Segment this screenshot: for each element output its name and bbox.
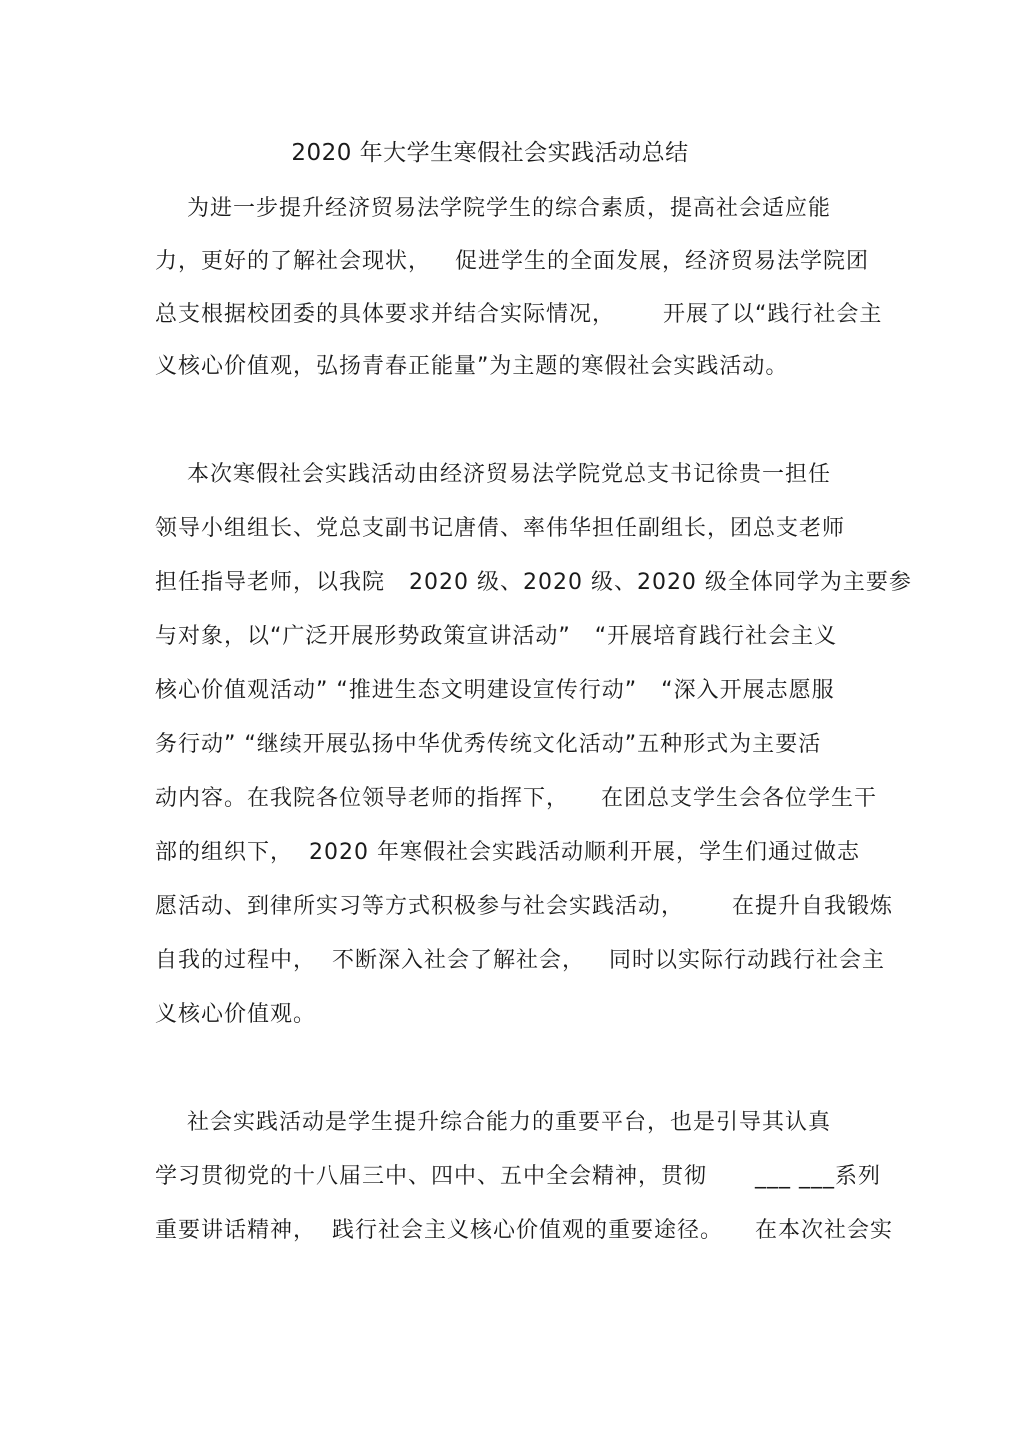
paragraph-1-line-3: 总支根据校团委的具体要求并结合实际情况， 开展了以“践行社会主	[155, 302, 883, 327]
paragraph-2-line-11: 义核心价值观。	[155, 1002, 317, 1027]
paragraph-1-line-2: 力，更好的了解社会现状， 促进学生的全面发展，经济贸易法学院团	[155, 249, 869, 274]
paragraph-3-line-3: 重要讲话精神， 践行社会主义核心价值观的重要途径。 在本次社会实	[155, 1218, 893, 1243]
paragraph-2-line-7: 动内容。在我院各位领导老师的指挥下， 在团总支学生会各位学生干	[155, 786, 877, 811]
paragraph-2-line-6: 务行动” “继续开展弘扬中华优秀传统文化活动”五种形式为主要活	[155, 732, 822, 757]
paragraph-3-line-1: 社会实践活动是学生提升综合能力的重要平台，也是引导其认真	[155, 1110, 831, 1135]
paragraph-2-line-1: 本次寒假社会实践活动由经济贸易法学院党总支书记徐贵一担任	[155, 462, 831, 487]
paragraph-2-line-10: 自我的过程中， 不断深入社会了解社会， 同时以实际行动践行社会主	[155, 948, 885, 973]
paragraph-1-line-1: 为进一步提升经济贸易法学院学生的综合素质，提高社会适应能	[155, 196, 831, 221]
paragraph-2-line-9: 愿活动、到律所实习等方式积极参与社会实践活动， 在提升自我锻炼	[155, 894, 893, 919]
paragraph-3-line-2: 学习贯彻党的十八届三中、四中、五中全会精神，贯彻 ___ ___系列	[155, 1164, 881, 1189]
paragraph-2-line-5: 核心价值观活动” “推进生态文明建设宣传行动” “深入开展志愿服	[155, 678, 835, 703]
paragraph-2-line-3: 担任指导老师，以我院 2020 级、2020 级、2020 级全体同学为主要参	[155, 570, 912, 595]
paragraph-2-line-2: 领导小组组长、党总支副书记唐倩、率伟华担任副组长，团总支老师	[155, 516, 846, 541]
paragraph-2-line-4: 与对象，以“广泛开展形势政策宣讲活动” “开展培育践行社会主义	[155, 624, 838, 649]
document-title: 2020 年大学生寒假社会实践活动总结	[291, 140, 689, 166]
paragraph-1-line-4: 义核心价值观，弘扬青春正能量”为主题的寒假社会实践活动。	[155, 354, 789, 379]
paragraph-2-line-8: 部的组织下， 2020 年寒假社会实践活动顺利开展，学生们通过做志	[155, 840, 860, 865]
